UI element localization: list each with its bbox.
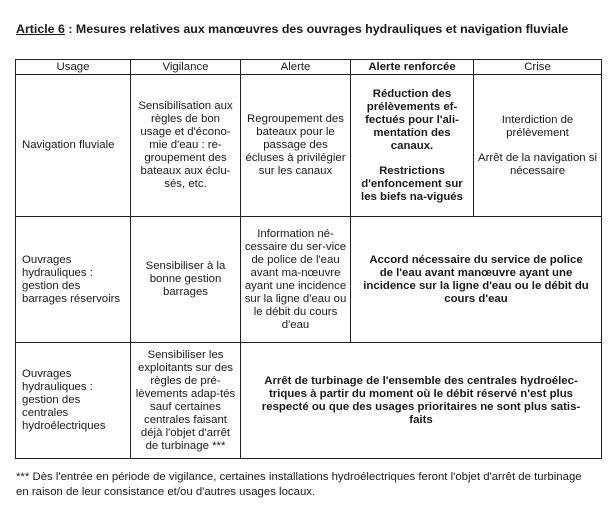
table-row <box>16 217 602 343</box>
header-vigilance: Vigilance <box>131 60 241 75</box>
usage-cell: Navigation fluviale <box>16 75 131 217</box>
header-usage: Usage <box>16 60 131 75</box>
vigilance-cell: Sensibilisation aux règles de bon usage et d'écono-mie d'eau : re-groupement des bateaux aux éclu-sés, etc. <box>131 75 241 217</box>
header-alerte-renforcee: Alerte renforcée <box>351 60 474 75</box>
merged-measure-cell: Arrêt de turbinage de l'ensemble des centrales hydroélec-triques à partir du moment où le débit réservé n'est plus respecté ou que des usages prioritaires ne sont plus satis-faits <box>241 343 602 459</box>
alerte-cell: Regroupement des bateaux pour le passage des écluses à privilégier sur les canaux <box>241 75 351 217</box>
footnote: *** Dès l'entrée en période de vigilance, certaines installations hydroélectriques feront l'objet d'arrêt de turbinage en raison de leur consistance et/ou d'autres usages locaux. <box>16 471 582 498</box>
table-header-row <box>16 60 602 75</box>
alerte-cell: Information né-cessaire du ser-vice de police de l'eau avant ma-nœuvre ayant une incidence sur la ligne d'eau ou le débit du cours d'eau <box>241 217 351 343</box>
article-heading <box>16 22 568 36</box>
restrictions-text: Restrictions d'enfoncement sur les biefs na-vigués <box>361 164 463 203</box>
article-label: Article 6 <box>16 22 65 36</box>
reduction-text: Réduction des prélèvements ef-fectués pour l'ali-mentation des canaux. <box>365 87 459 152</box>
table-row <box>16 343 602 459</box>
usage-cell: Ouvrages hydrauliques : gestion des barrages réservoirs <box>16 217 131 343</box>
article-title: : Mesures relatives aux manœuvres des ouvrages hydrauliques et navigation fluviale <box>64 22 569 36</box>
header-alerte: Alerte <box>241 60 351 75</box>
header-crise: Crise <box>474 60 602 75</box>
vigilance-cell: Sensibiliser à la bonne gestion barrages <box>131 217 241 343</box>
table-row <box>16 75 602 217</box>
crise-cell <box>474 75 602 217</box>
interdiction-text: Interdiction de prélèvement <box>501 113 574 139</box>
arret-navigation-text: Arrêt de la navigation si nécessaire <box>477 151 598 177</box>
vigilance-cell: Sensibiliser les exploitants sur des règles de pré-lèvements adap-tés sauf certaines centrales faisant déjà l'objet d'arrêt de turbinage *** <box>131 343 241 459</box>
merged-measure-cell: Accord nécessaire du service de police de l'eau avant manœuvre ayant une incidence sur la ligne d'eau ou le débit du cours d'eau <box>351 217 602 343</box>
alerte-renforcee-cell <box>351 75 474 217</box>
usage-cell: Ouvrages hydrauliques : gestion des centrales hydroélectriques <box>16 343 131 459</box>
measures-table <box>15 59 602 459</box>
